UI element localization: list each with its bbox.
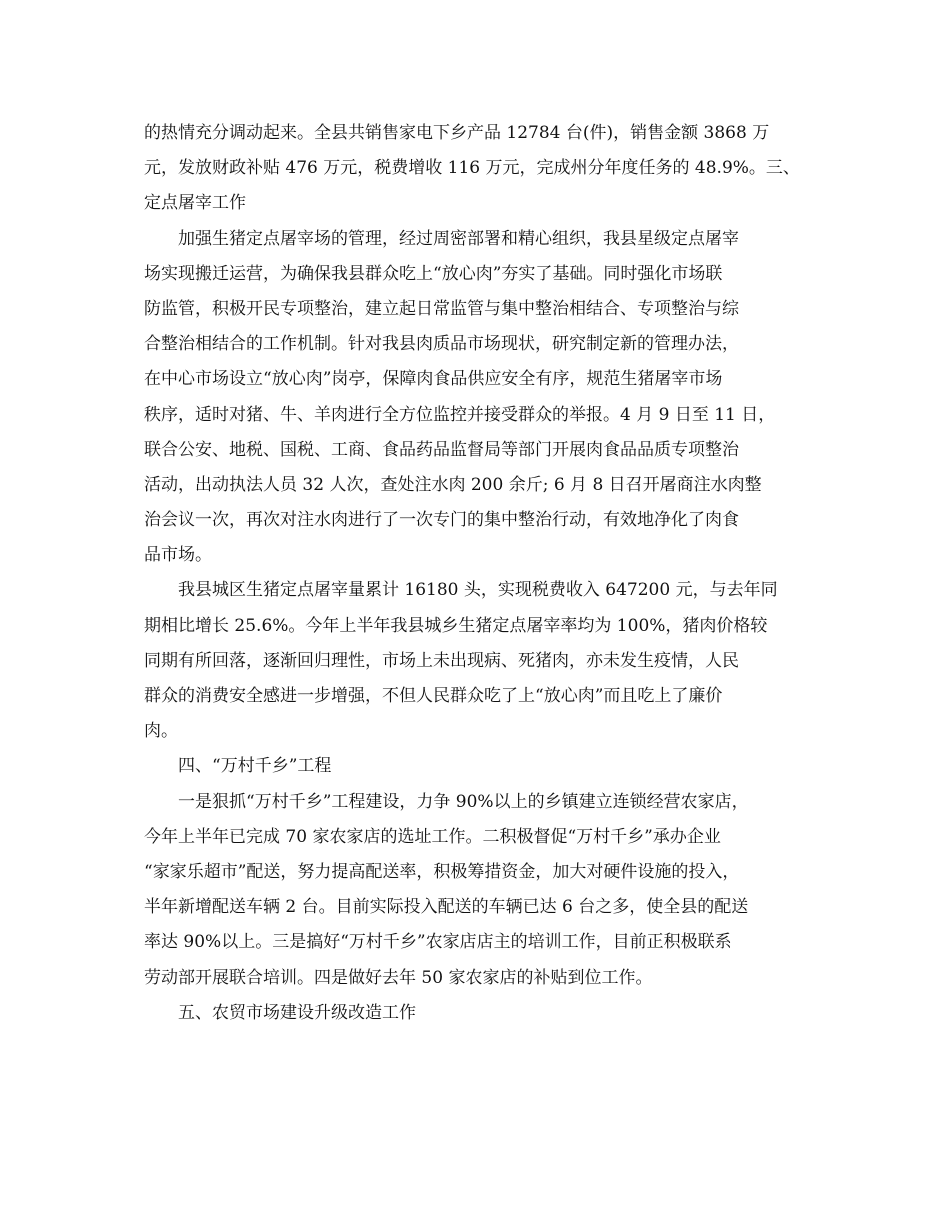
section-heading: 五、农贸市场建设升级改造工作 <box>178 1002 416 1023</box>
text-line: 防监管，积极开民专项整治，建立起日常监管与集中整治相结合、专项整治与综 <box>144 298 739 319</box>
text-line: 期相比增长 25.6%。今年上半年我县城乡生猪定点屠宰率均为 100%，猪肉价格较 <box>144 615 768 636</box>
text-line: 同期有所回落，逐渐回归理性，市场上未出现病、死猪肉，亦未发生疫情，人民 <box>144 650 739 671</box>
text-line: 治会议一次，再次对注水肉进行了一次专门的集中整治行动，有效地净化了肉食 <box>144 510 739 531</box>
text-line: 率达 90%以上。三是搞好“万村千乡”农家店店主的培训工作，目前正积极联系 <box>144 932 732 953</box>
paragraph-first-line: 一是狠抓“万村千乡”工程建设，力争 90%以上的乡镇建立连锁经营农家店， <box>178 791 749 812</box>
text-line: 群众的消费安全感进一步增强，不但人民群众吃了上“放心肉”而且吃上了廉价 <box>144 686 723 706</box>
text-line: 的热情充分调动起来。全县共销售家电下乡产品 12784 台(件)，销售金额 3868 万 <box>144 123 770 143</box>
text-line: 场实现搬迁运营，为确保我县群众吃上“放心肉”夯实了基础。同时强化市场联 <box>144 263 723 284</box>
paragraph-first-line: 我县城区生猪定点屠宰量累计 16180 头，实现税费收入 647200 元，与去年同 <box>178 580 778 601</box>
text-line: 元，发放财政补贴 476 万元，税费增收 116 万元，完成州分年度任务的 48.9%。三、 <box>144 158 800 179</box>
paragraph-first-line: 加强生猪定点屠宰场的管理，经过周密部署和精心组织，我县星级定点屠宰 <box>178 228 739 249</box>
text-line: 半年新增配送车辆 2 台。目前实际投入配送的车辆已达 6 台之多，使全县的配送 <box>144 897 749 918</box>
text-line: “家家乐超市”配送，努力提高配送率，积极筹措资金，加大对硬件设施的投入， <box>144 861 740 882</box>
text-line: 秩序，适时对猪、牛、羊肉进行全方位监控并接受群众的举报。4 月 9 日至 11 日， <box>144 404 776 425</box>
text-line: 活动，出动执法人员 32 人次，查处注水肉 200 余斤; 6 月 8 日召开屠商注水肉整 <box>144 474 762 495</box>
text-line: 联合公安、地税、国税、工商、食品药品监督局等部门开展肉食品品质专项整治 <box>144 439 739 460</box>
text-line: 在中心市场设立“放心肉”岗亭，保障肉食品供应安全有序，规范生猪屠宰市场 <box>144 369 723 390</box>
document-body <box>144 116 820 1031</box>
text-line: 劳动部开展联合培训。四是做好去年 50 家农家店的补贴到位工作。 <box>144 967 653 988</box>
section-heading: 四、“万村千乡”工程 <box>178 756 332 777</box>
text-line: 合整治相结合的工作机制。针对我县肉质品市场现状，研究制定新的管理办法， <box>144 334 739 355</box>
text-line: 今年上半年已完成 70 家农家店的选址工作。二积极督促“万村千乡”承办企业 <box>144 826 721 847</box>
text-line: 定点屠宰工作 <box>144 193 246 214</box>
text-line: 品市场。 <box>144 545 212 566</box>
text-line: 肉。 <box>144 721 178 742</box>
